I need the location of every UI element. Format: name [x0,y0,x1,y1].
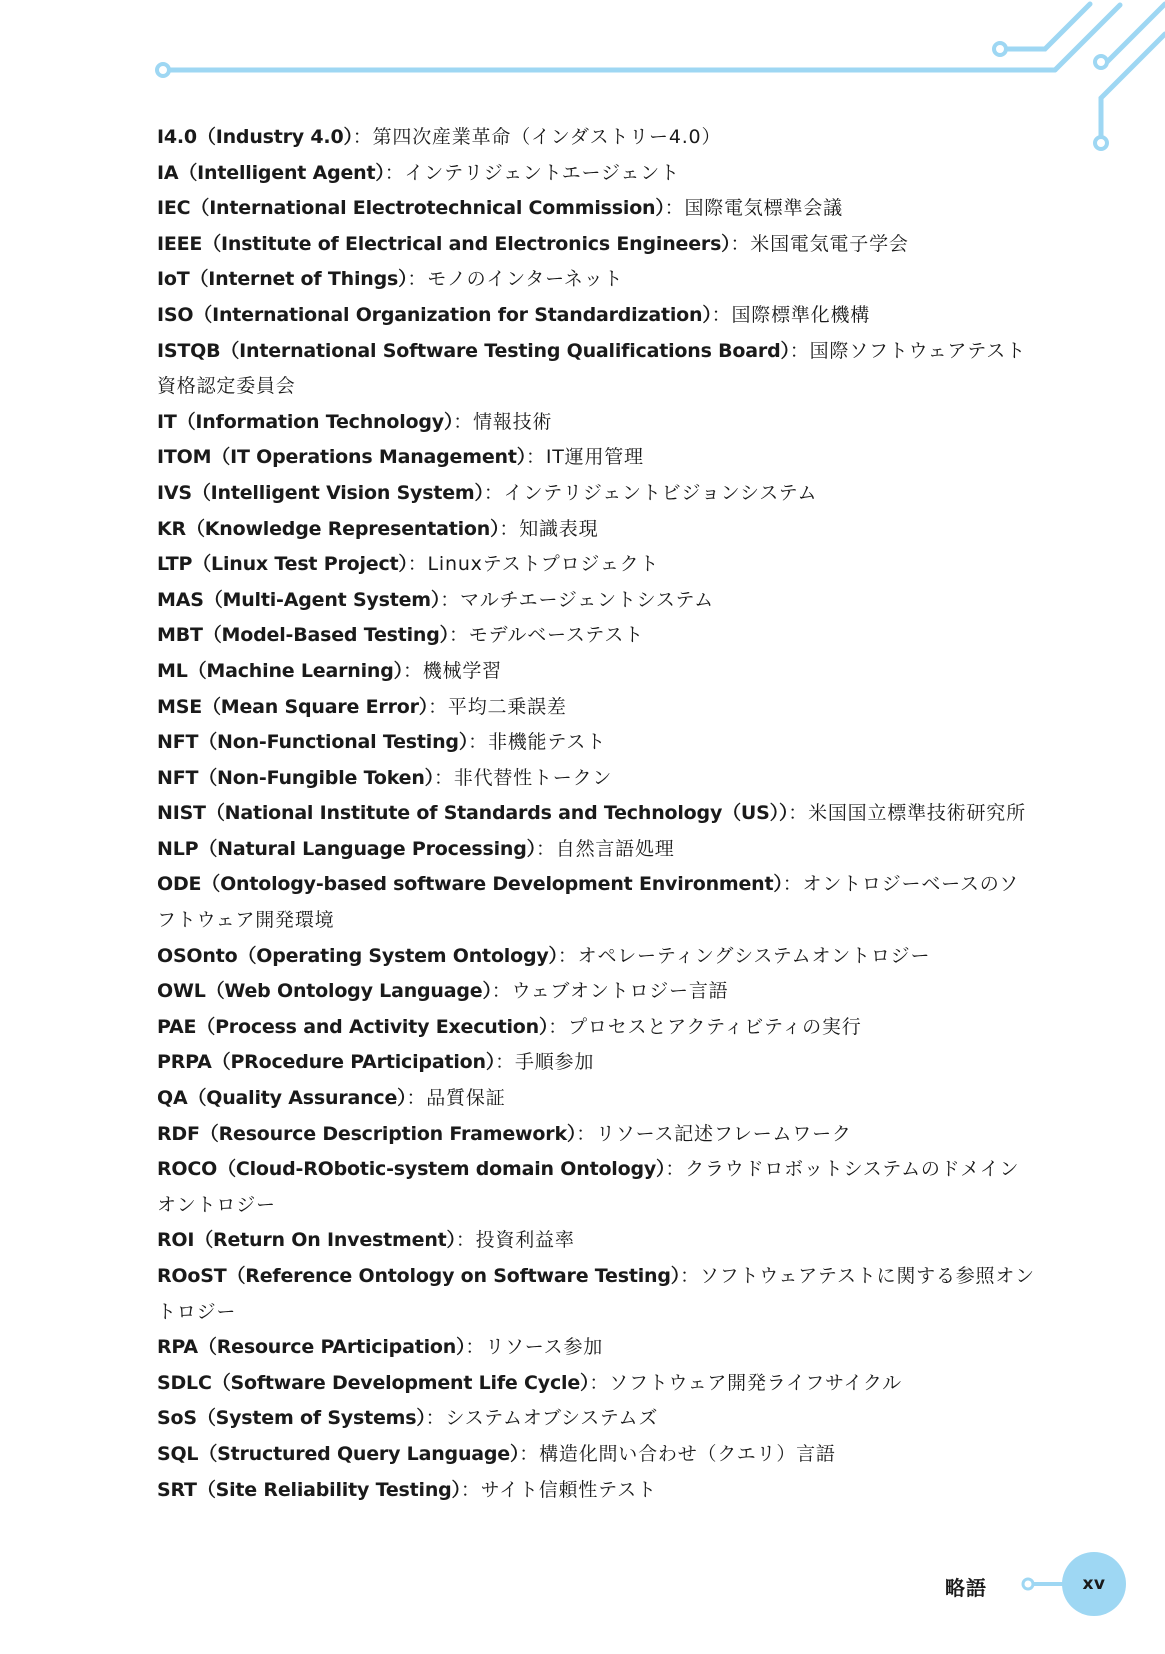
separator-colon: ： [465,1336,486,1359]
separator-colon: ： [407,268,428,291]
separator-colon: ： [428,695,448,718]
separator-colon: ： [589,1371,610,1394]
abbreviation-term: ML（Machine Learning） [157,659,403,682]
separator-colon: ： [352,126,373,148]
abbreviation-term: MBT（Model-Based Testing） [157,624,449,647]
abbreviation-term: IEC（International Electrotechnical Commission） [157,197,665,220]
abbreviation-term: IEEE（Institute of Electrical and Electronics Engineers） [157,232,731,255]
separator-colon: ： [557,944,578,967]
separator-colon: ： [499,517,520,540]
glossary-entry [157,547,1037,583]
separator-colon: ： [455,1229,476,1252]
glossary-entry [157,156,1037,192]
separator-colon: ： [680,1265,700,1287]
glossary-entry [157,120,1037,156]
footer-connector [1020,1574,1066,1594]
abbreviation-list [157,120,1037,1508]
abbreviation-term: SDLC（Software Development Life Cycle） [157,1371,590,1394]
abbreviation-term: IVS（Intelligent Vision System） [157,481,484,504]
abbreviation-term: QA（Quality Assurance） [157,1087,407,1110]
glossary-entry [157,440,1037,476]
abbreviation-term: IoT（Internet of Things） [157,268,408,291]
separator-colon: ： [495,1051,515,1074]
glossary-entry [157,867,1037,938]
glossary-entry [157,191,1037,227]
abbreviation-definition: 非代替性トークン [453,766,613,789]
glossary-entry [157,1045,1037,1081]
abbreviation-definition: 国際標準化機構 [731,303,871,326]
abbreviation-definition: 第四次産業革命（インダストリー4.0） [372,126,722,148]
abbreviation-term: ITOM（IT Operations Management） [157,446,527,469]
abbreviation-definition: 平均二乗誤差 [447,695,567,718]
abbreviation-term: ODE（Ontology-based software Development Environment） [157,873,783,896]
separator-colon: ： [406,1087,427,1110]
abbreviation-definition: 米国電気電子学会 [750,232,909,255]
abbreviation-term: PRPA（PRocedure PArticipation） [157,1051,496,1074]
abbreviation-term: OSOnto（Operating System Ontology） [157,944,558,967]
glossary-entry [157,1401,1037,1437]
abbreviation-term: RDF（Resource Description Framework） [157,1122,577,1145]
abbreviation-definition: 非機能テスト [487,731,606,754]
abbreviation-term: I4.0（Industry 4.0） [157,126,353,148]
abbreviation-definition: IT運用管理 [545,446,644,469]
glossary-entry [157,298,1037,334]
separator-colon: ： [402,659,423,682]
separator-colon: ： [384,161,405,184]
glossary-entry [157,1117,1037,1153]
circuit-node-left [157,64,169,76]
abbreviation-term: IA（Intelligent Agent） [157,161,385,184]
abbreviation-definition: マルチエージェントシステム [460,588,714,611]
abbreviation-definition: インテリジェントビジョンシステム [503,481,818,504]
abbreviation-definition: ソフトウェア開発ライフサイクル [609,1371,902,1394]
abbreviation-definition: モデルベーステスト [468,624,644,647]
glossary-entry [157,583,1037,619]
abbreviation-definition: システムオブシステムズ [445,1407,659,1430]
abbreviation-definition: オペレーティングシステムオントロジー [577,944,931,967]
abbreviation-definition: Linuxテストプロジェクト [427,553,660,576]
separator-colon: ： [548,1015,569,1038]
abbreviation-term: OWL（Web Ontology Language） [157,980,492,1003]
circuit-node-2 [1095,56,1107,68]
separator-colon: ： [407,553,428,576]
abbreviation-term: NLP（Natural Language Processing） [157,837,536,860]
glossary-entry [157,690,1037,726]
glossary-entry [157,227,1037,263]
separator-colon: ： [460,1478,481,1501]
section-title: 略語 [945,1576,987,1600]
abbreviation-definition: 米国国立標準技術研究所 [808,802,1026,825]
glossary-entry [157,654,1037,690]
separator-colon: ： [711,303,732,326]
circuit-node-1 [994,43,1006,55]
glossary-entry [157,1330,1037,1366]
abbreviation-definition: 品質保証 [426,1087,506,1110]
abbreviation-definition: モノのインターネット [427,268,624,291]
abbreviation-definition: クラウドロボットシステムのドメインオントロジー [157,1158,1020,1216]
circuit-trace-4 [1101,34,1165,142]
separator-colon: ： [483,481,504,504]
separator-colon: ： [664,197,685,220]
glossary-entry [157,1437,1037,1473]
separator-colon: ： [491,980,512,1003]
abbreviation-term: ROoST（Reference Ontology on Software Testing） [157,1265,681,1287]
separator-colon: ： [788,802,809,825]
abbreviation-definition: プロセスとアクティビティの実行 [568,1015,862,1038]
glossary-entry [157,618,1037,654]
glossary-entry [157,796,1037,832]
glossary-entry [157,1152,1037,1223]
separator-colon: ： [665,1158,686,1181]
glossary-entry [157,476,1037,512]
abbreviation-definition: ウェブオントロジー言語 [511,980,729,1003]
abbreviation-definition: 国際ソフトウェアテスト資格認定委員会 [157,339,1026,398]
abbreviation-definition: 投資利益率 [475,1229,575,1252]
abbreviation-definition: 機械学習 [422,659,502,682]
abbreviation-term: SRT（Site Reliability Testing） [157,1478,461,1501]
separator-colon: ： [730,232,751,255]
abbreviation-definition: 構造化問い合わせ（クエリ）言語 [539,1442,836,1465]
glossary-entry [157,512,1037,548]
abbreviation-definition: ソフトウェアテストに関する参照オントロジー [157,1265,1035,1323]
separator-colon: ： [576,1122,596,1145]
abbreviation-definition: リソース参加 [485,1336,604,1359]
abbreviation-term: LTP（Linux Test Project） [157,553,408,576]
glossary-entry [157,725,1037,761]
abbreviation-term: ISO（International Organization for Standardization） [157,303,712,326]
abbreviation-definition: 手順参加 [514,1051,595,1074]
abbreviation-term: PAE（Process and Activity Execution） [157,1015,549,1038]
separator-colon: ： [535,837,556,860]
glossary-entry [157,1223,1037,1259]
separator-colon: ： [440,588,460,611]
abbreviation-term: NFT（Non-Functional Testing） [157,731,469,754]
separator-colon: ： [468,731,488,754]
abbreviation-term: MAS（Multi-Agent System） [157,588,441,611]
separator-colon: ： [519,1442,540,1465]
abbreviation-definition: サイト信頼性テスト [480,1478,657,1501]
separator-colon: ： [526,446,546,469]
glossary-entry [157,832,1037,868]
glossary-entry [157,1010,1037,1046]
glossary-entry [157,974,1037,1010]
separator-colon: ： [782,873,803,896]
abbreviation-definition: 国際電気標準会議 [684,197,843,220]
abbreviation-term: MSE（Mean Square Error） [157,695,429,718]
abbreviation-definition: 情報技術 [473,410,553,433]
separator-colon: ： [425,1407,446,1430]
glossary-entry [157,1366,1037,1402]
abbreviation-term: IT（Information Technology） [157,410,454,433]
abbreviation-term: SoS（System of Systems） [157,1407,426,1430]
circuit-trace-2 [1008,4,1090,49]
abbreviation-term: RPA（Resource PArticipation） [157,1336,466,1359]
separator-colon: ： [453,410,474,433]
abbreviation-term: NFT（Non-Fungible Token） [157,766,434,789]
abbreviation-term: NIST（National Institute of Standards and Technology（US）） [157,802,789,825]
page-number-badge [1062,1552,1126,1616]
abbreviation-definition: オントロジーベースのソフトウェア開発環境 [157,873,1019,932]
abbreviation-definition: インテリジェントエージェント [404,161,680,184]
separator-colon: ： [433,766,454,789]
glossary-entry [157,405,1037,441]
glossary-entry [157,334,1037,405]
glossary-entry [157,1473,1037,1509]
circuit-node-3 [1095,137,1107,149]
abbreviation-definition: 自然言語処理 [555,837,675,860]
abbreviation-definition: 知識表現 [519,517,599,540]
page-number: xv [1082,1574,1106,1594]
glossary-entry [157,761,1037,797]
glossary-entry [157,939,1037,975]
abbreviation-term: ISTQB（International Software Testing Qualifications Board） [157,339,790,362]
glossary-entry [157,262,1037,298]
separator-colon: ： [448,624,469,647]
abbreviation-term: KR（Knowledge Representation） [157,517,500,540]
abbreviation-definition: リソース記述フレームワーク [596,1122,852,1145]
abbreviation-term: ROI（Return On Investment） [157,1229,456,1252]
abbreviation-term: SQL（Structured Query Language） [157,1442,520,1465]
glossary-entry [157,1081,1037,1117]
glossary-entry [157,1259,1037,1330]
abbreviation-term: ROCO（Cloud-RObotic-system domain Ontology） [157,1158,666,1181]
separator-colon: ： [789,339,810,362]
